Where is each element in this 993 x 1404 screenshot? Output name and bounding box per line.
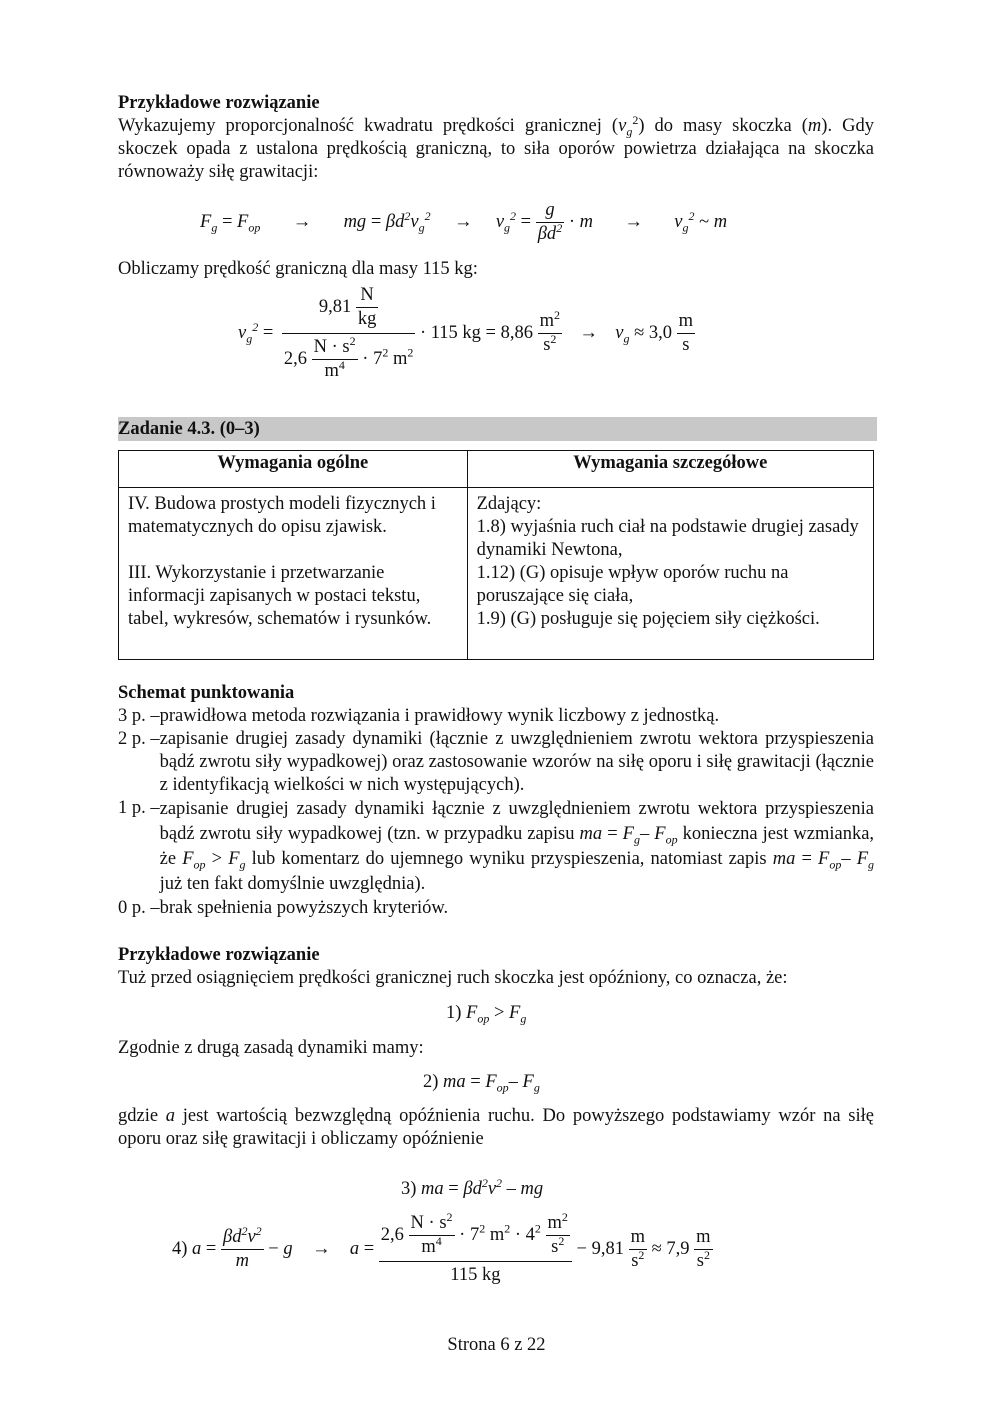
equation-3: 3) ma = $\beta d^2v^2$ – mg [401, 1175, 544, 1199]
equation-1: 1) $F_{op} > F_g$ [446, 1003, 527, 1026]
equation-2: 2) ma = $F_{op}-$ $F_g$ [423, 1072, 540, 1095]
task-header: Zadanie 4.3. (0–3) [118, 417, 877, 441]
general-requirements: IV. Budowa prostych modeli fizycznych i matematycznych do opisu zjawisk. III. Wykorzystanie i przetwarzanie informacji zapisanych w postaci tekstu, tabel, wykresów, schematów i rysunków. [119, 488, 468, 660]
scoring-item: 3 p. – prawidłowa metoda rozwiązania i prawidłowy wynik liczbowy z jednostką. [118, 706, 720, 726]
equation-chain-1: $F_g = F_{op}$ → mg = $\beta d^2v_g^2 \to v_g^2$ = $\frac{g}{\beta d^2}$ · $m \to v_g^2$ ~ m [200, 200, 728, 244]
scoring-section [118, 682, 874, 920]
solution-heading-1: Przykładowe rozwiązanie [118, 93, 320, 113]
solution-paragraph-2: Obliczamy prędkość graniczną dla masy 115 kg: [118, 259, 478, 279]
col-header-detailed: Wymagania szczegółowe [467, 451, 873, 488]
solution-section-1 [118, 92, 874, 184]
scoring-item: 0 p. – brak spełnienia powyższych kryteriów. [118, 898, 449, 918]
scoring-item: 2 p. – zapisanie drugiej zasady dynamiki (łącznie z uwzględnieniem zwrotu wektora przyspieszenia bądź zwrotu siły wypadkowej) oraz zastosowanie wzorów na siłę oporu i siłę grawitacji (łącznie z identyfikacją wielkości w nich występujących). [118, 729, 874, 795]
scoring-item: 1 p. – zapisanie drugiej zasady dynamiki łącznie z uwzględnieniem zwrotu wektora przyspieszenia bądź zwrotu siły wypadkowej (tzn. w przypadku zapisu ma = $F_g-$ $F_{op}$ konieczna jest wzmianka, że $F_{op} > F_g$ lub komentarz do ujemnego wyniku przyspieszenia, natomiast zapis ma = $F_{op}-$ $F_g$ już ten fakt domyślnie uwzględnia). [118, 798, 875, 894]
terminal-velocity-calc: $v_g^2$ = 9,81 $\frac{N}{kg}$ 2,6 $\frac{N \cdot s^2}{m^4}$ · $7^2$ $m^2$ · 115 kg = 8,86 $\frac{m^2}{s^2}$ → $v_g \approx 3,0$ $\frac{m}{s}$ [238, 285, 694, 381]
col-header-general: Wymagania ogólne [119, 451, 468, 488]
requirements-table [118, 450, 874, 660]
detailed-requirements: Zdający: 1.8) wyjaśnia ruch ciał na podstawie drugiej zasady dynamiki Newtona, 1.12) (G) opisuje wpływ oporów ruchu na poruszające się ciała, 1.9) (G) posługuje się pojęciem siły ciężkości. [467, 488, 873, 660]
solution-paragraph-3: Tuż przed osiągnięciem prędkości granicznej ruch skoczka jest opóźniony, co oznacza, że: [118, 968, 788, 988]
solution-paragraph-1: Wykazujemy proporcjonalność kwadratu prędkości granicznej $(v_g^2)$ do masy skoczka (m). Gdy skoczek opada z ustalona prędkością graniczną, to siła oporów powietrza działająca na skoczka równoważy siłę grawitacji: [118, 112, 874, 182]
solution-paragraph-4: Zgodnie z drugą zasadą dynamiki mamy: [118, 1038, 424, 1058]
solution-heading-2: Przykładowe rozwiązanie [118, 945, 320, 965]
solution-paragraph-5: gdzie a jest wartością bezwzględną opóźnienia ruchu. Do powyższego podstawiamy wzór na siłę oporu oraz siłę grawitacji i obliczamy opóźnienie [118, 1106, 874, 1149]
equation-4: 4) a = $\frac{\beta d^2v^2}{m}$ − g → a = 2,6 $\frac{N \cdot s^2}{m^4}$ · $7^2$ $m^2 \cdot 4^2$ $\frac{m^2}{s^2}$ 115 kg − 9,81 $\frac{m}{s^2}$ ≈ 7,9 $\frac{m}{s^2}$ [172, 1209, 711, 1285]
scoring-heading: Schemat punktowania [118, 683, 295, 703]
solution-section-2 [118, 944, 874, 990]
page-number: Strona 6 z 22 [447, 1335, 546, 1355]
